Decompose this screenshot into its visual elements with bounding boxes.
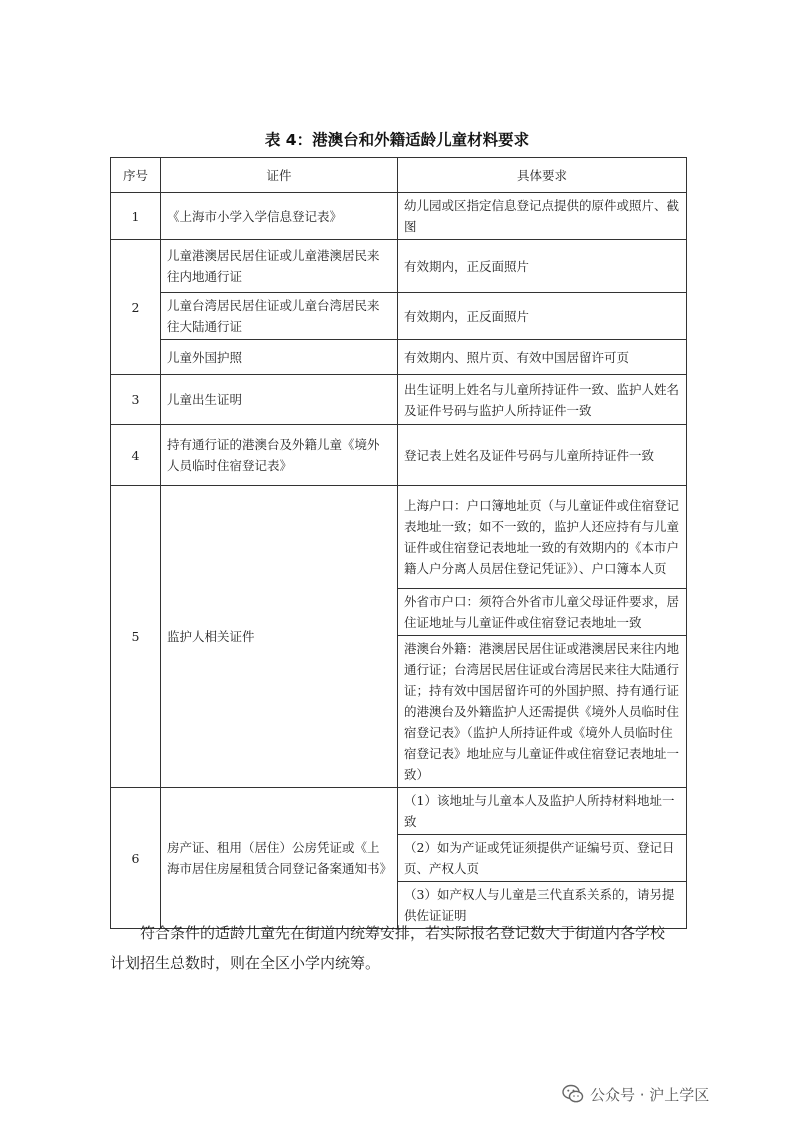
row-document: 儿童出生证明: [161, 375, 398, 425]
requirements-table: [110, 157, 687, 929]
table-row: [111, 425, 687, 486]
row-requirement: （2）如为产证或凭证须提供产证编号页、登记日页、产权人页: [398, 835, 687, 882]
wechat-icon: [562, 1084, 584, 1104]
row-requirement: （1）该地址与儿童本人及监护人所持材料地址一致: [398, 788, 687, 835]
table-row: [111, 293, 687, 340]
row-number: 6: [111, 788, 161, 929]
row-requirement: 幼儿园或区指定信息登记点提供的原件或照片、截图: [398, 193, 687, 240]
row-requirement: 登记表上姓名及证件号码与儿童所持证件一致: [398, 425, 687, 486]
paragraph-line-2: 计划招生总数时，则在全区小学内统筹。: [110, 954, 381, 972]
row-document: 监护人相关证件: [161, 486, 398, 788]
header-number: 序号: [111, 158, 161, 193]
row-document: 儿童台湾居民居住证或儿童台湾居民来往大陆通行证: [161, 293, 398, 340]
row-requirement: 外省市户口：须符合外省市儿童父母证件要求，居住证地址与儿童证件或住宿登记表地址一致: [398, 589, 687, 636]
row-requirement: 有效期内，正反面照片: [398, 293, 687, 340]
row-document: 儿童港澳居民居住证或儿童港澳居民来往内地通行证: [161, 240, 398, 293]
table-title: 表 4：港澳台和外籍适龄儿童材料要求: [264, 131, 530, 149]
row-document: 房产证、租用（居住）公房凭证或《上海市居住房屋租赁合同登记备案通知书》: [161, 788, 398, 929]
watermark: [562, 1082, 709, 1106]
header-document: 证件: [161, 158, 398, 193]
row-requirement: 出生证明上姓名与儿童所持证件一致、监护人姓名及证件号码与监护人所持证件一致: [398, 375, 687, 425]
row-document: 《上海市小学入学信息登记表》: [161, 193, 398, 240]
row-requirement: 有效期内、照片页、有效中国居留许可页: [398, 340, 687, 375]
table-row: [111, 788, 687, 835]
row-requirement: （3）如产权人与儿童是三代直系关系的，请另提供佐证证明: [398, 882, 687, 929]
header-requirement: 具体要求: [398, 158, 687, 193]
table-row: [111, 486, 687, 589]
row-requirement: 上海户口：户口簿地址页（与儿童证件或住宿登记表地址一致；如不一致的，监护人还应持有与儿童证件或住宿登记表地址一致的有效期内的《本市户籍人户分离人员居住登记凭证》）、户口簿本人页: [398, 486, 687, 589]
row-requirement: 有效期内，正反面照片: [398, 240, 687, 293]
row-number: 2: [111, 240, 161, 375]
table-row: [111, 340, 687, 375]
watermark-text: 公众号 · 沪上学区: [590, 1085, 710, 1104]
table-row: [111, 193, 687, 240]
row-document: 持有通行证的港澳台及外籍儿童《境外人员临时住宿登记表》: [161, 425, 398, 486]
row-number: 5: [111, 486, 161, 788]
table-row: [111, 240, 687, 293]
table-row: [111, 375, 687, 425]
row-number: 4: [111, 425, 161, 486]
row-requirement: 港澳台外籍：港澳居民居住证或港澳居民来往内地通行证；台湾居民居住证或台湾居民来往大陆通行证；持有效中国居留许可的外国护照、持有通行证的港澳台及外籍监护人还需提供《境外人员临时住宿登记表》（监护人所持证件或《境外人员临时住宿登记表》地址应与儿童证件或住宿登记表地址一致）: [398, 636, 687, 788]
row-document: 儿童外国护照: [161, 340, 398, 375]
table-header-row: [111, 158, 687, 193]
paragraph-line-1: 符合条件的适龄儿童先在街道内统筹安排，若实际报名登记数大于街道内各学校: [140, 924, 666, 942]
row-number: 3: [111, 375, 161, 425]
row-number: 1: [111, 193, 161, 240]
